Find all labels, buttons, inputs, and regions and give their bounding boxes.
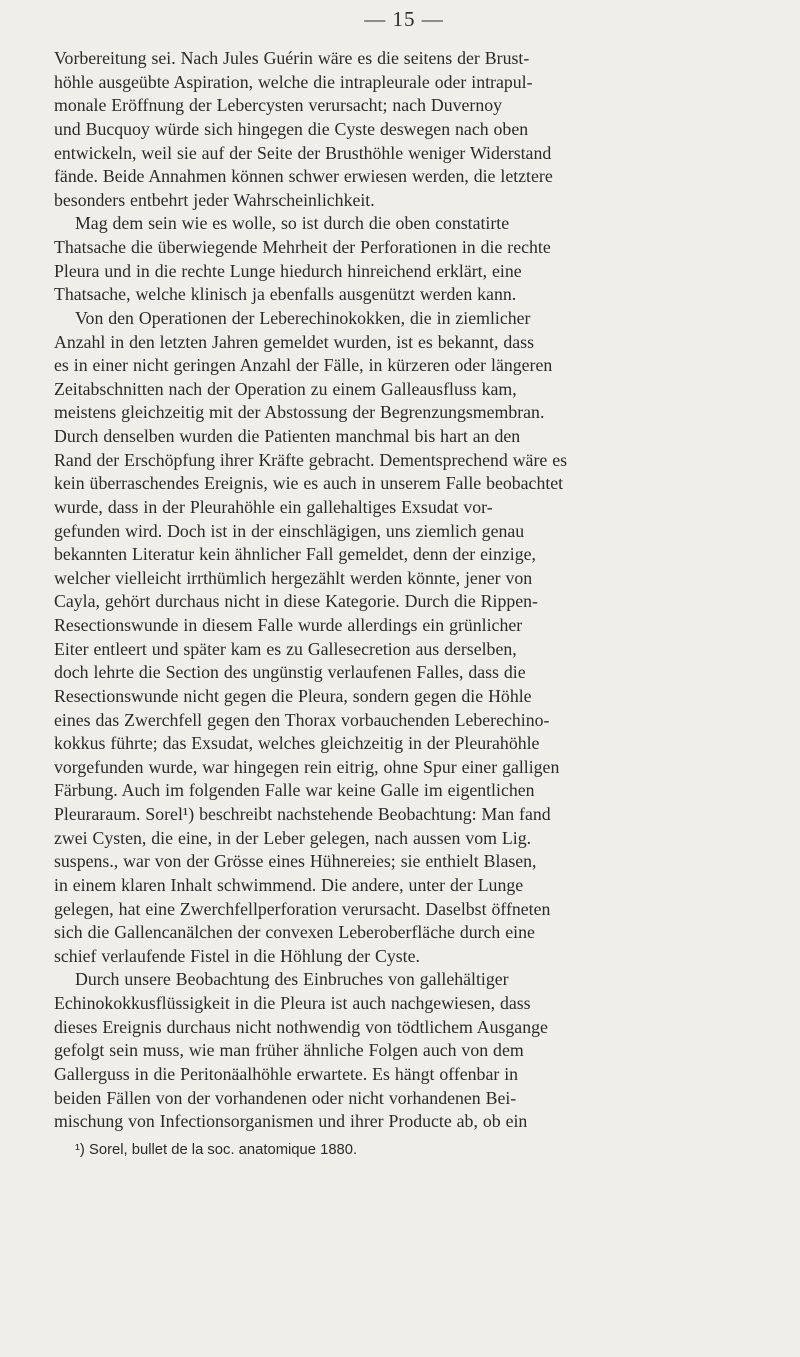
- text-line: Gallerguss in die Peritonäalhöhle erwartete. Es hängt offenbar in: [54, 1063, 519, 1084]
- text-line: Resectionswunde in diesem Falle wurde allerdings ein grünlicher: [54, 615, 523, 635]
- text-line: dieses Ereignis durchaus nicht nothwendig von tödtlichem Ausgange: [54, 1016, 548, 1037]
- text-line: beiden Fällen von der vorhandenen oder nicht vorhandenen Bei-: [54, 1087, 517, 1108]
- text-line: suspens., war von der Grösse eines Hühnereies; sie enthielt Blasen,: [54, 851, 537, 872]
- text-line: Durch denselben wurden die Patienten manchmal bis hart an den: [54, 426, 521, 446]
- page-number: — 15 —: [364, 7, 444, 31]
- text-line: Thatsache, welche klinisch ja ebenfalls ausgenützt werden kann.: [54, 284, 517, 305]
- text-line: Pleura und in die rechte Lunge hiedurch hinreichend erklärt, eine: [54, 260, 522, 281]
- text-line: doch lehrte die Section des ungünstig verlaufenen Falles, dass die: [54, 662, 526, 683]
- text-line: gefolgt sein muss, wie man früher ähnliche Folgen auch von dem: [54, 1040, 524, 1061]
- text-line: Anzahl in den letzten Jahren gemeldet wurden, ist es bekannt, dass: [54, 331, 535, 352]
- text-line: eines das Zwerchfell gegen den Thorax vorbauchenden Leberechino-: [54, 709, 550, 730]
- body-text: [54, 47, 744, 1134]
- text-line: Eiter entleert und später kam es zu Gallesecretion aus derselben,: [54, 638, 517, 659]
- text-line: schief verlaufende Fistel in die Höhlung der Cyste.: [54, 945, 420, 966]
- text-line: gefunden wird. Doch ist in der einschlägigen, uns ziemlich genau: [54, 520, 525, 541]
- text-line: monale Eröffnung der Lebercysten verursacht; nach Duvernoy: [54, 95, 503, 116]
- text-line: Färbung. Auch im folgenden Falle war keine Galle im eigentlichen: [54, 780, 535, 801]
- text-line: vorgefunden wurde, war hingegen rein eitrig, ohne Spur einer galligen: [54, 756, 560, 777]
- text-line: Pleuraraum. Sorel¹) beschreibt nachstehende Beobachtung: Man fand: [54, 804, 551, 824]
- text-line: zwei Cysten, die eine, in der Leber gelegen, nach aussen vom Lig.: [54, 827, 532, 848]
- text-line: kokkus führte; das Exsudat, welches gleichzeitig in der Pleurahöhle: [54, 733, 540, 754]
- text-line: Thatsache die überwiegende Mehrheit der Perforationen in die rechte: [54, 237, 551, 257]
- text-line: welcher vielleicht irrthümlich hergezählt werden könnte, jener von: [54, 567, 533, 588]
- text-line: kein überraschendes Ereignis, wie es auch in unserem Falle beobachtet: [54, 473, 564, 494]
- text-line: es in einer nicht geringen Anzahl der Fälle, in kürzeren oder längeren: [54, 355, 553, 376]
- text-line: Zeitabschnitten nach der Operation zu einem Galleausfluss kam,: [54, 378, 517, 399]
- text-line: und Bucquoy würde sich hingegen die Cyste deswegen nach oben: [54, 118, 529, 139]
- text-line: Mag dem sein wie es wolle, so ist durch die oben constatirte: [75, 213, 510, 234]
- text-line: in einem klaren Inhalt schwimmend. Die andere, unter der Lunge: [54, 874, 524, 895]
- text-line: entwickeln, weil sie auf der Seite der Brusthöhle weniger Widerstand: [54, 142, 552, 163]
- text-line: Resectionswunde nicht gegen die Pleura, sondern gegen die Höhle: [54, 685, 532, 706]
- text-line: Durch unsere Beobachtung des Einbruches von gallehältiger: [75, 969, 509, 990]
- text-line: Vorbereitung sei. Nach Jules Guérin wäre es die seitens der Brust-: [54, 48, 530, 68]
- text-line: höhle ausgeübte Aspiration, welche die intrapleurale oder intrapul-: [54, 71, 533, 92]
- text-line: Echinokokkusflüssigkeit in die Pleura ist auch nachgewiesen, dass: [54, 993, 531, 1013]
- text-line: meistens gleichzeitig mit der Abstossung der Begrenzungsmembran.: [54, 402, 545, 423]
- text-line: Cayla, gehört durchaus nicht in diese Kategorie. Durch die Rippen-: [54, 591, 538, 612]
- footnote: ¹) Sorel, bullet de la soc. anatomique 1880.: [75, 1141, 358, 1158]
- text-line: Von den Operationen der Leberechinokokken, die in ziemlicher: [75, 307, 531, 328]
- text-line: wurde, dass in der Pleurahöhle ein gallehaltiges Exsudat vor-: [54, 496, 493, 517]
- text-line: mischung von Infectionsorganismen und ihrer Producte ab, ob ein: [54, 1111, 528, 1132]
- text-line: bekannten Literatur kein ähnlicher Fall gemeldet, denn der einzige,: [54, 544, 536, 565]
- text-line: gelegen, hat eine Zwerchfellperforation verursacht. Daselbst öffneten: [54, 898, 551, 919]
- text-line: sich die Gallencanälchen der convexen Leberoberfläche durch eine: [54, 922, 535, 943]
- text-line: fände. Beide Annahmen können schwer erwiesen werden, die letztere: [54, 166, 553, 187]
- text-line: besonders entbehrt jeder Wahrscheinlichkeit.: [54, 189, 375, 210]
- text-line: Rand der Erschöpfung ihrer Kräfte gebracht. Dementsprechend wäre es: [54, 449, 568, 470]
